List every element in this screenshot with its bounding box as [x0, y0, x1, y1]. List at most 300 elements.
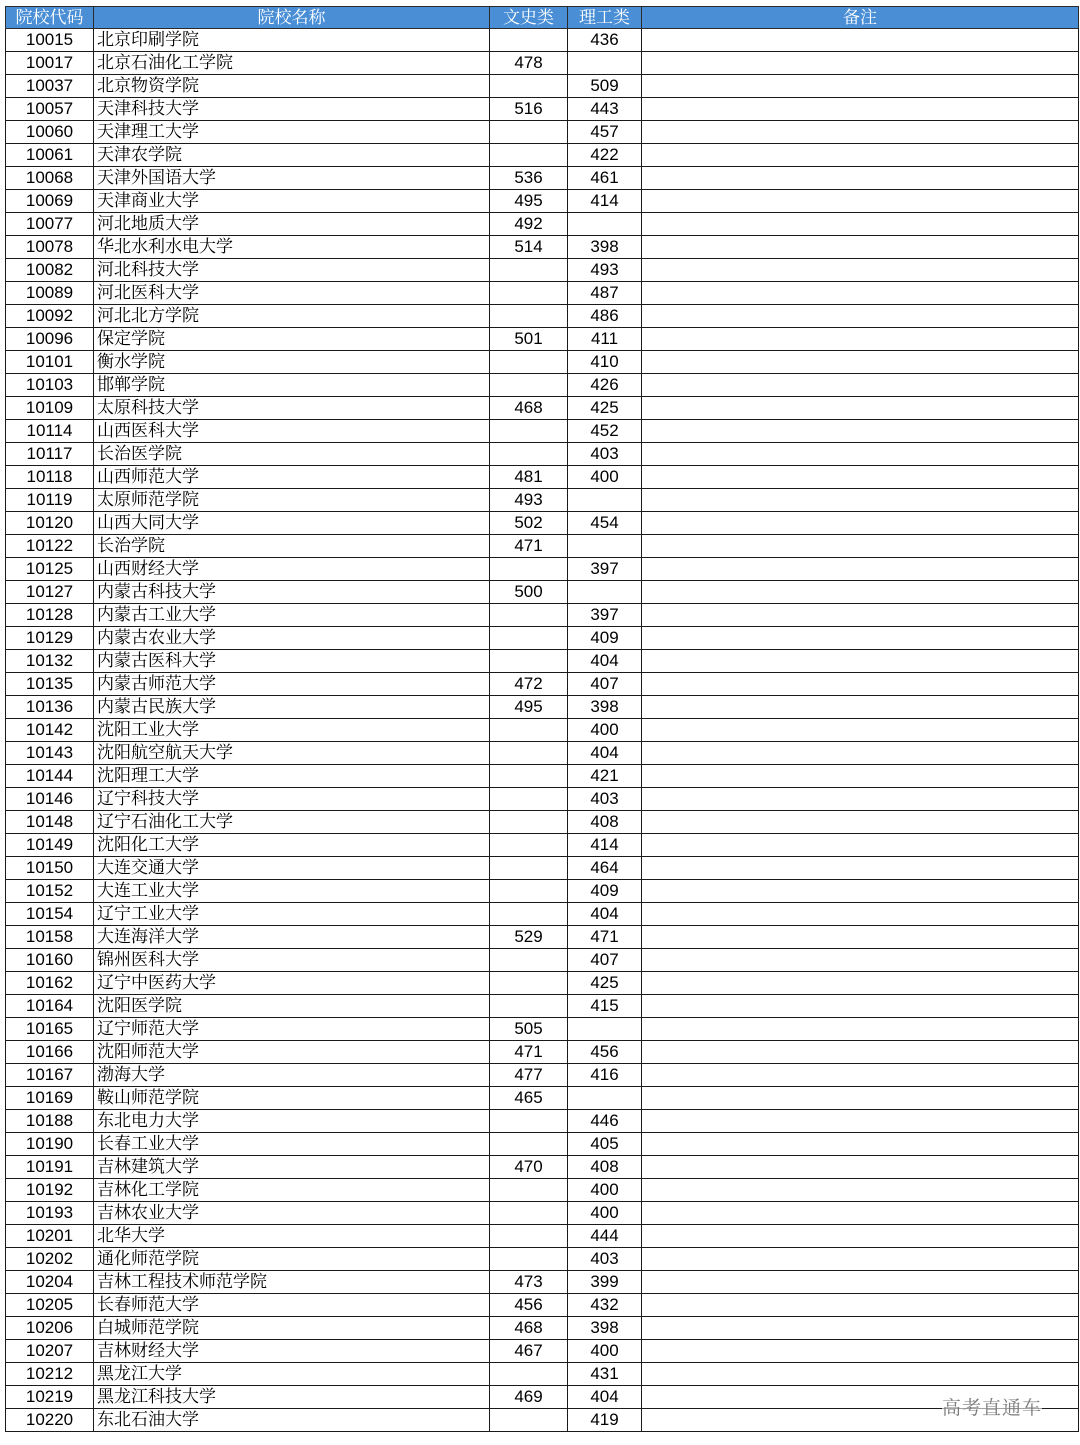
liberal-arts-score-cell: 505	[490, 1018, 568, 1041]
header-row	[6, 7, 1079, 29]
note-cell	[642, 903, 1079, 926]
table-row	[6, 1018, 1079, 1041]
table-row	[6, 880, 1079, 903]
science-score-cell: 426	[568, 374, 642, 397]
school-code-cell: 10096	[6, 328, 94, 351]
school-name-cell: 东北石油大学	[94, 1409, 490, 1432]
table-row	[6, 282, 1079, 305]
table-row	[6, 259, 1079, 282]
school-code-cell: 10120	[6, 512, 94, 535]
note-cell	[642, 121, 1079, 144]
school-name-cell: 大连海洋大学	[94, 926, 490, 949]
school-code-cell: 10154	[6, 903, 94, 926]
school-code-cell: 10092	[6, 305, 94, 328]
liberal-arts-score-cell	[490, 420, 568, 443]
school-name-cell: 邯郸学院	[94, 374, 490, 397]
science-score-cell: 408	[568, 1156, 642, 1179]
school-name-cell: 河北地质大学	[94, 213, 490, 236]
note-cell	[642, 489, 1079, 512]
table-row	[6, 466, 1079, 489]
table-row	[6, 190, 1079, 213]
school-name-cell: 河北医科大学	[94, 282, 490, 305]
science-score-cell: 471	[568, 926, 642, 949]
school-code-cell: 10206	[6, 1317, 94, 1340]
note-cell	[642, 1133, 1079, 1156]
table-row	[6, 420, 1079, 443]
school-code-cell: 10169	[6, 1087, 94, 1110]
table-row	[6, 213, 1079, 236]
liberal-arts-score-cell: 481	[490, 466, 568, 489]
note-cell	[642, 305, 1079, 328]
science-score-cell: 397	[568, 604, 642, 627]
table-row	[6, 581, 1079, 604]
school-code-cell: 10158	[6, 926, 94, 949]
note-cell	[642, 880, 1079, 903]
admission-scores-table	[5, 6, 1079, 1432]
school-name-cell: 辽宁师范大学	[94, 1018, 490, 1041]
note-cell	[642, 167, 1079, 190]
liberal-arts-score-cell	[490, 282, 568, 305]
table-row	[6, 512, 1079, 535]
liberal-arts-score-cell	[490, 29, 568, 52]
liberal-arts-score-cell	[490, 742, 568, 765]
science-score-cell: 456	[568, 1041, 642, 1064]
header-note: 备注	[642, 7, 1079, 29]
school-code-cell: 10125	[6, 558, 94, 581]
liberal-arts-score-cell: 472	[490, 673, 568, 696]
table-row	[6, 1225, 1079, 1248]
table-row	[6, 236, 1079, 259]
note-cell	[642, 1202, 1079, 1225]
science-score-cell: 425	[568, 397, 642, 420]
table-row	[6, 328, 1079, 351]
school-name-cell: 吉林财经大学	[94, 1340, 490, 1363]
table-row	[6, 305, 1079, 328]
table-row	[6, 1363, 1079, 1386]
school-name-cell: 太原科技大学	[94, 397, 490, 420]
school-name-cell: 华北水利水电大学	[94, 236, 490, 259]
note-cell	[642, 650, 1079, 673]
liberal-arts-score-cell	[490, 719, 568, 742]
note-cell	[642, 811, 1079, 834]
liberal-arts-score-cell	[490, 788, 568, 811]
school-name-cell: 沈阳工业大学	[94, 719, 490, 742]
science-score-cell	[568, 52, 642, 75]
school-name-cell: 渤海大学	[94, 1064, 490, 1087]
school-name-cell: 黑龙江科技大学	[94, 1386, 490, 1409]
science-score-cell: 404	[568, 742, 642, 765]
liberal-arts-score-cell	[490, 765, 568, 788]
note-cell	[642, 1271, 1079, 1294]
liberal-arts-score-cell	[490, 650, 568, 673]
science-score-cell: 400	[568, 1202, 642, 1225]
table-row	[6, 1110, 1079, 1133]
liberal-arts-score-cell: 477	[490, 1064, 568, 1087]
school-code-cell: 10193	[6, 1202, 94, 1225]
table-row	[6, 29, 1079, 52]
school-name-cell: 北京印刷学院	[94, 29, 490, 52]
science-score-cell: 404	[568, 650, 642, 673]
liberal-arts-score-cell: 456	[490, 1294, 568, 1317]
watermark-text: 高考直通车	[942, 1393, 1042, 1420]
note-cell	[642, 696, 1079, 719]
liberal-arts-score-cell	[490, 903, 568, 926]
school-code-cell: 10017	[6, 52, 94, 75]
school-name-cell: 内蒙古工业大学	[94, 604, 490, 627]
science-score-cell: 509	[568, 75, 642, 98]
header-code: 院校代码	[6, 7, 94, 29]
science-score-cell: 398	[568, 236, 642, 259]
table-row	[6, 1294, 1079, 1317]
table-row	[6, 1386, 1079, 1409]
school-code-cell: 10136	[6, 696, 94, 719]
science-score-cell: 457	[568, 121, 642, 144]
note-cell	[642, 282, 1079, 305]
school-code-cell: 10164	[6, 995, 94, 1018]
school-name-cell: 长治医学院	[94, 443, 490, 466]
school-name-cell: 大连交通大学	[94, 857, 490, 880]
science-score-cell: 436	[568, 29, 642, 52]
school-code-cell: 10192	[6, 1179, 94, 1202]
science-score-cell: 416	[568, 1064, 642, 1087]
science-score-cell: 403	[568, 788, 642, 811]
science-score-cell: 422	[568, 144, 642, 167]
science-score-cell	[568, 1018, 642, 1041]
table-row	[6, 834, 1079, 857]
school-name-cell: 河北科技大学	[94, 259, 490, 282]
school-code-cell: 10146	[6, 788, 94, 811]
school-code-cell: 10089	[6, 282, 94, 305]
table-row	[6, 719, 1079, 742]
note-cell	[642, 1087, 1079, 1110]
note-cell	[642, 1294, 1079, 1317]
science-score-cell: 446	[568, 1110, 642, 1133]
school-name-cell: 北京物资学院	[94, 75, 490, 98]
note-cell	[642, 1156, 1079, 1179]
table-row	[6, 903, 1079, 926]
table-row	[6, 1317, 1079, 1340]
note-cell	[642, 1248, 1079, 1271]
note-cell	[642, 397, 1079, 420]
school-code-cell: 10118	[6, 466, 94, 489]
school-name-cell: 内蒙古师范大学	[94, 673, 490, 696]
school-name-cell: 吉林农业大学	[94, 1202, 490, 1225]
science-score-cell: 409	[568, 880, 642, 903]
note-cell	[642, 1064, 1079, 1087]
school-code-cell: 10165	[6, 1018, 94, 1041]
liberal-arts-score-cell: 536	[490, 167, 568, 190]
school-name-cell: 鞍山师范学院	[94, 1087, 490, 1110]
liberal-arts-score-cell	[490, 604, 568, 627]
table-row	[6, 742, 1079, 765]
school-name-cell: 沈阳航空航天大学	[94, 742, 490, 765]
science-score-cell: 486	[568, 305, 642, 328]
science-score-cell: 398	[568, 1317, 642, 1340]
school-name-cell: 辽宁科技大学	[94, 788, 490, 811]
school-name-cell: 内蒙古科技大学	[94, 581, 490, 604]
note-cell	[642, 1018, 1079, 1041]
table-row	[6, 811, 1079, 834]
note-cell	[642, 581, 1079, 604]
school-code-cell: 10205	[6, 1294, 94, 1317]
school-code-cell: 10114	[6, 420, 94, 443]
note-cell	[642, 995, 1079, 1018]
table-row	[6, 1156, 1079, 1179]
note-cell	[642, 236, 1079, 259]
liberal-arts-score-cell: 471	[490, 1041, 568, 1064]
science-score-cell: 400	[568, 719, 642, 742]
table-row	[6, 650, 1079, 673]
table-row	[6, 558, 1079, 581]
header-wen: 文史类	[490, 7, 568, 29]
table-body	[6, 29, 1079, 1432]
science-score-cell: 452	[568, 420, 642, 443]
note-cell	[642, 29, 1079, 52]
note-cell	[642, 1225, 1079, 1248]
school-name-cell: 长治学院	[94, 535, 490, 558]
school-name-cell: 大连工业大学	[94, 880, 490, 903]
table-row	[6, 144, 1079, 167]
table-row	[6, 995, 1079, 1018]
note-cell	[642, 788, 1079, 811]
school-name-cell: 沈阳师范大学	[94, 1041, 490, 1064]
science-score-cell	[568, 1087, 642, 1110]
liberal-arts-score-cell: 467	[490, 1340, 568, 1363]
table-row	[6, 1248, 1079, 1271]
table-row	[6, 121, 1079, 144]
table-row	[6, 627, 1079, 650]
table-row	[6, 972, 1079, 995]
school-code-cell: 10127	[6, 581, 94, 604]
school-name-cell: 吉林化工学院	[94, 1179, 490, 1202]
school-name-cell: 沈阳理工大学	[94, 765, 490, 788]
school-name-cell: 衡水学院	[94, 351, 490, 374]
liberal-arts-score-cell	[490, 1179, 568, 1202]
school-name-cell: 北华大学	[94, 1225, 490, 1248]
note-cell	[642, 259, 1079, 282]
liberal-arts-score-cell: 495	[490, 190, 568, 213]
school-code-cell: 10160	[6, 949, 94, 972]
table-row	[6, 443, 1079, 466]
school-code-cell: 10119	[6, 489, 94, 512]
note-cell	[642, 1340, 1079, 1363]
liberal-arts-score-cell	[490, 972, 568, 995]
note-cell	[642, 1110, 1079, 1133]
liberal-arts-score-cell: 492	[490, 213, 568, 236]
note-cell	[642, 1363, 1079, 1386]
school-name-cell: 白城师范学院	[94, 1317, 490, 1340]
note-cell	[642, 52, 1079, 75]
science-score-cell: 464	[568, 857, 642, 880]
note-cell	[642, 926, 1079, 949]
table-row	[6, 1064, 1079, 1087]
liberal-arts-score-cell	[490, 857, 568, 880]
table-row	[6, 535, 1079, 558]
school-code-cell: 10204	[6, 1271, 94, 1294]
science-score-cell: 414	[568, 190, 642, 213]
liberal-arts-score-cell: 493	[490, 489, 568, 512]
science-score-cell: 419	[568, 1409, 642, 1432]
liberal-arts-score-cell: 465	[490, 1087, 568, 1110]
liberal-arts-score-cell	[490, 880, 568, 903]
school-name-cell: 天津农学院	[94, 144, 490, 167]
liberal-arts-score-cell	[490, 834, 568, 857]
note-cell	[642, 1041, 1079, 1064]
science-score-cell: 403	[568, 1248, 642, 1271]
science-score-cell: 410	[568, 351, 642, 374]
science-score-cell: 403	[568, 443, 642, 466]
table-row	[6, 696, 1079, 719]
table-row	[6, 926, 1079, 949]
note-cell	[642, 75, 1079, 98]
science-score-cell: 407	[568, 949, 642, 972]
school-code-cell: 10122	[6, 535, 94, 558]
school-code-cell: 10129	[6, 627, 94, 650]
liberal-arts-score-cell	[490, 351, 568, 374]
note-cell	[642, 374, 1079, 397]
header-name: 院校名称	[94, 7, 490, 29]
science-score-cell: 400	[568, 466, 642, 489]
liberal-arts-score-cell: 471	[490, 535, 568, 558]
school-name-cell: 长春师范大学	[94, 1294, 490, 1317]
school-code-cell: 10060	[6, 121, 94, 144]
school-code-cell: 10069	[6, 190, 94, 213]
liberal-arts-score-cell	[490, 305, 568, 328]
science-score-cell: 432	[568, 1294, 642, 1317]
note-cell	[642, 190, 1079, 213]
table-row	[6, 1340, 1079, 1363]
school-code-cell: 10068	[6, 167, 94, 190]
table-row	[6, 374, 1079, 397]
liberal-arts-score-cell	[490, 558, 568, 581]
note-cell	[642, 535, 1079, 558]
school-name-cell: 沈阳医学院	[94, 995, 490, 1018]
liberal-arts-score-cell	[490, 1363, 568, 1386]
science-score-cell: 397	[568, 558, 642, 581]
science-score-cell: 398	[568, 696, 642, 719]
table-row	[6, 673, 1079, 696]
liberal-arts-score-cell: 500	[490, 581, 568, 604]
science-score-cell: 487	[568, 282, 642, 305]
school-code-cell: 10212	[6, 1363, 94, 1386]
liberal-arts-score-cell	[490, 811, 568, 834]
school-name-cell: 天津商业大学	[94, 190, 490, 213]
school-code-cell: 10061	[6, 144, 94, 167]
note-cell	[642, 604, 1079, 627]
science-score-cell: 425	[568, 972, 642, 995]
school-name-cell: 锦州医科大学	[94, 949, 490, 972]
school-code-cell: 10202	[6, 1248, 94, 1271]
liberal-arts-score-cell	[490, 259, 568, 282]
school-code-cell: 10082	[6, 259, 94, 282]
header-li: 理工类	[568, 7, 642, 29]
science-score-cell: 408	[568, 811, 642, 834]
table-row	[6, 75, 1079, 98]
school-name-cell: 吉林工程技术师范学院	[94, 1271, 490, 1294]
school-code-cell: 10135	[6, 673, 94, 696]
school-code-cell: 10128	[6, 604, 94, 627]
note-cell	[642, 1179, 1079, 1202]
school-name-cell: 内蒙古民族大学	[94, 696, 490, 719]
liberal-arts-score-cell	[490, 1409, 568, 1432]
school-name-cell: 辽宁石油化工大学	[94, 811, 490, 834]
school-name-cell: 山西医科大学	[94, 420, 490, 443]
liberal-arts-score-cell: 495	[490, 696, 568, 719]
school-code-cell: 10166	[6, 1041, 94, 1064]
school-name-cell: 东北电力大学	[94, 1110, 490, 1133]
liberal-arts-score-cell	[490, 627, 568, 650]
note-cell	[642, 834, 1079, 857]
liberal-arts-score-cell: 478	[490, 52, 568, 75]
school-code-cell: 10057	[6, 98, 94, 121]
note-cell	[642, 420, 1079, 443]
table-row	[6, 351, 1079, 374]
school-code-cell: 10162	[6, 972, 94, 995]
table-row	[6, 1271, 1079, 1294]
table-row	[6, 489, 1079, 512]
liberal-arts-score-cell	[490, 75, 568, 98]
science-score-cell: 431	[568, 1363, 642, 1386]
science-score-cell: 415	[568, 995, 642, 1018]
science-score-cell: 399	[568, 1271, 642, 1294]
liberal-arts-score-cell	[490, 443, 568, 466]
liberal-arts-score-cell: 514	[490, 236, 568, 259]
table-row	[6, 1041, 1079, 1064]
school-code-cell: 10101	[6, 351, 94, 374]
liberal-arts-score-cell	[490, 1110, 568, 1133]
science-score-cell: 421	[568, 765, 642, 788]
school-name-cell: 通化师范学院	[94, 1248, 490, 1271]
table-row	[6, 765, 1079, 788]
science-score-cell: 404	[568, 1386, 642, 1409]
school-name-cell: 北京石油化工学院	[94, 52, 490, 75]
liberal-arts-score-cell: 468	[490, 1317, 568, 1340]
liberal-arts-score-cell	[490, 1225, 568, 1248]
note-cell	[642, 742, 1079, 765]
science-score-cell: 443	[568, 98, 642, 121]
school-code-cell: 10188	[6, 1110, 94, 1133]
table-row	[6, 397, 1079, 420]
liberal-arts-score-cell	[490, 374, 568, 397]
science-score-cell: 414	[568, 834, 642, 857]
table-row	[6, 949, 1079, 972]
school-name-cell: 内蒙古农业大学	[94, 627, 490, 650]
liberal-arts-score-cell	[490, 995, 568, 1018]
note-cell	[642, 949, 1079, 972]
note-cell	[642, 512, 1079, 535]
liberal-arts-score-cell: 468	[490, 397, 568, 420]
liberal-arts-score-cell	[490, 949, 568, 972]
table-row	[6, 1202, 1079, 1225]
science-score-cell: 407	[568, 673, 642, 696]
science-score-cell: 411	[568, 328, 642, 351]
note-cell	[642, 213, 1079, 236]
school-code-cell: 10037	[6, 75, 94, 98]
science-score-cell: 461	[568, 167, 642, 190]
school-code-cell: 10149	[6, 834, 94, 857]
note-cell	[642, 765, 1079, 788]
note-cell	[642, 351, 1079, 374]
liberal-arts-score-cell	[490, 121, 568, 144]
note-cell	[642, 719, 1079, 742]
school-code-cell: 10219	[6, 1386, 94, 1409]
science-score-cell	[568, 213, 642, 236]
science-score-cell: 404	[568, 903, 642, 926]
liberal-arts-score-cell	[490, 1248, 568, 1271]
school-name-cell: 天津外国语大学	[94, 167, 490, 190]
liberal-arts-score-cell: 502	[490, 512, 568, 535]
school-name-cell: 山西大同大学	[94, 512, 490, 535]
